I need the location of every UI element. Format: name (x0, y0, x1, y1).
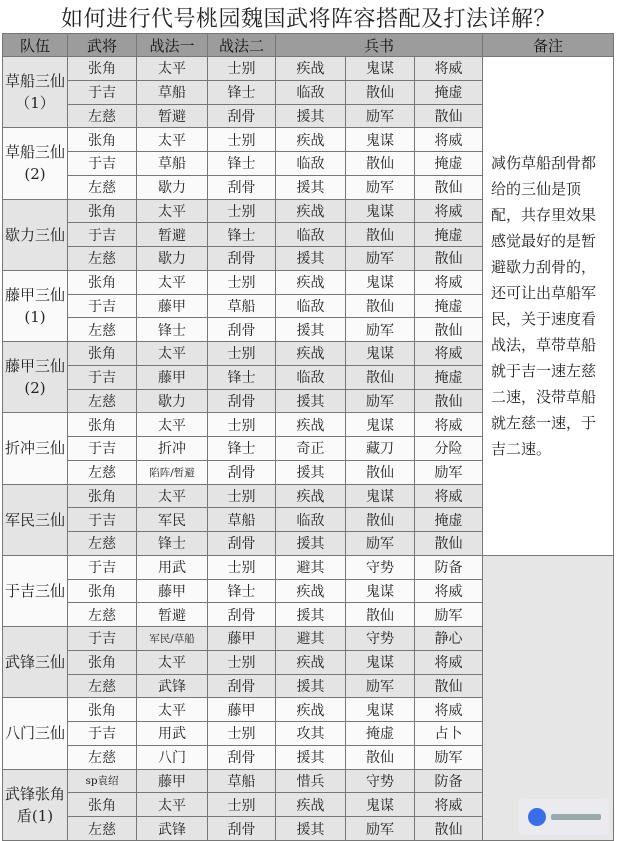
general-cell: 左慈 (68, 247, 137, 271)
book-2-cell: 散仙 (346, 152, 415, 176)
general-cell: 左慈 (68, 175, 137, 199)
notes-cell: 减伤草船刮骨都给的三仙是顶配，共存里效果感觉最好的是暂避歇力刮骨的，还可让出草船军民，关于速度看战法，草带草船就于吉一速左慈二速，没带草船就左慈一速，于吉二速。 (483, 57, 614, 556)
tactic-2-cell: 士别 (208, 793, 276, 817)
tactic-1-cell: 太平 (137, 793, 208, 817)
book-3-cell: 将威 (415, 650, 483, 674)
book-2-cell: 鬼谋 (346, 413, 415, 437)
book-1-cell: 疾战 (276, 270, 346, 294)
book-1-cell: 援其 (276, 460, 346, 484)
team-name-cell: 草船三仙(2) (3, 128, 68, 199)
tactic-1-cell: 太平 (137, 342, 208, 366)
book-1-cell: 援其 (276, 674, 346, 698)
team-name-cell: 武锋张角盾(1) (3, 769, 68, 841)
book-3-cell: 散仙 (415, 817, 483, 841)
book-2-cell: 守势 (346, 769, 415, 793)
notes-cell-empty (483, 555, 614, 840)
book-2-cell: 鬼谋 (346, 342, 415, 366)
general-cell: 张角 (68, 650, 137, 674)
book-2-cell: 散仙 (346, 294, 415, 318)
book-1-cell: 援其 (276, 247, 346, 271)
book-3-cell: 励军 (415, 460, 483, 484)
book-1-cell: 援其 (276, 745, 346, 769)
header-tactic-2: 战法二 (208, 34, 276, 57)
book-3-cell: 掩虚 (415, 152, 483, 176)
tactic-2-cell: 士别 (208, 650, 276, 674)
book-3-cell: 励军 (415, 603, 483, 627)
general-cell: 张角 (68, 57, 137, 81)
general-cell: 于吉 (68, 223, 137, 247)
book-3-cell: 防备 (415, 555, 483, 579)
book-3-cell: 散仙 (415, 532, 483, 556)
book-1-cell: 避其 (276, 555, 346, 579)
tactic-2-cell: 锋士 (208, 365, 276, 389)
book-2-cell: 励军 (346, 247, 415, 271)
book-1-cell: 临敌 (276, 80, 346, 104)
general-cell: 于吉 (68, 294, 137, 318)
book-2-cell: 鬼谋 (346, 698, 415, 722)
book-3-cell: 将威 (415, 484, 483, 508)
tactic-1-cell: 歇力 (137, 247, 208, 271)
book-2-cell: 散仙 (346, 508, 415, 532)
team-name-cell: 藤甲三仙(1) (3, 270, 68, 341)
tactic-1-cell: 太平 (137, 57, 208, 81)
book-2-cell: 散仙 (346, 745, 415, 769)
book-2-cell: 守势 (346, 627, 415, 651)
tactic-1-cell: 军民 (137, 508, 208, 532)
book-3-cell: 静心 (415, 627, 483, 651)
book-2-cell: 励军 (346, 674, 415, 698)
tactic-1-cell: 陷阵/暂避 (137, 460, 208, 484)
book-3-cell: 分险 (415, 437, 483, 461)
team-name-cell: 藤甲三仙(2) (3, 342, 68, 413)
book-1-cell: 临敌 (276, 365, 346, 389)
tactic-1-cell: 暂避 (137, 603, 208, 627)
tactic-1-cell: 太平 (137, 484, 208, 508)
book-2-cell: 散仙 (346, 80, 415, 104)
book-1-cell: 惜兵 (276, 769, 346, 793)
lineup-table (2, 33, 614, 841)
book-3-cell: 散仙 (415, 318, 483, 342)
book-2-cell: 励军 (346, 817, 415, 841)
tactic-1-cell: 藤甲 (137, 294, 208, 318)
tactic-1-cell: 藤甲 (137, 365, 208, 389)
team-name-cell: 军民三仙 (3, 484, 68, 555)
general-cell: 左慈 (68, 745, 137, 769)
book-3-cell: 散仙 (415, 175, 483, 199)
tactic-2-cell: 刮骨 (208, 745, 276, 769)
tactic-2-cell: 士别 (208, 722, 276, 746)
tactic-1-cell: 锋士 (137, 318, 208, 342)
book-3-cell: 占卜 (415, 722, 483, 746)
book-3-cell: 将威 (415, 793, 483, 817)
book-3-cell: 将威 (415, 57, 483, 81)
book-1-cell: 疾战 (276, 698, 346, 722)
general-cell: 于吉 (68, 365, 137, 389)
general-cell: 张角 (68, 793, 137, 817)
general-cell: 于吉 (68, 80, 137, 104)
tactic-2-cell: 士别 (208, 199, 276, 223)
general-cell: 于吉 (68, 722, 137, 746)
tactic-1-cell: 太平 (137, 650, 208, 674)
general-cell: 于吉 (68, 152, 137, 176)
tactic-2-cell: 锋士 (208, 579, 276, 603)
book-1-cell: 奇正 (276, 437, 346, 461)
book-2-cell: 散仙 (346, 460, 415, 484)
tactic-2-cell: 刮骨 (208, 318, 276, 342)
team-name-cell: 草船三仙（1） (3, 57, 68, 128)
general-cell: 左慈 (68, 460, 137, 484)
tactic-1-cell: 太平 (137, 698, 208, 722)
book-3-cell: 掩虚 (415, 223, 483, 247)
book-1-cell: 攻其 (276, 722, 346, 746)
book-3-cell: 将威 (415, 199, 483, 223)
table-row (3, 555, 614, 579)
book-2-cell: 鬼谋 (346, 793, 415, 817)
book-1-cell: 疾战 (276, 793, 346, 817)
header-row (3, 34, 614, 57)
team-name-cell: 折冲三仙 (3, 413, 68, 484)
book-1-cell: 疾战 (276, 413, 346, 437)
team-name-cell: 八门三仙 (3, 698, 68, 769)
book-2-cell: 励军 (346, 318, 415, 342)
book-1-cell: 临敌 (276, 508, 346, 532)
book-1-cell: 疾战 (276, 579, 346, 603)
book-1-cell: 疾战 (276, 484, 346, 508)
book-1-cell: 临敌 (276, 294, 346, 318)
team-name-cell: 歇力三仙 (3, 199, 68, 270)
tactic-1-cell: 用武 (137, 555, 208, 579)
tactic-1-cell: 武锋 (137, 817, 208, 841)
book-2-cell: 鬼谋 (346, 484, 415, 508)
tactic-2-cell: 士别 (208, 128, 276, 152)
book-3-cell: 散仙 (415, 247, 483, 271)
general-cell: 张角 (68, 698, 137, 722)
tactic-2-cell: 刮骨 (208, 460, 276, 484)
book-1-cell: 援其 (276, 532, 346, 556)
book-2-cell: 鬼谋 (346, 128, 415, 152)
book-3-cell: 将威 (415, 579, 483, 603)
general-cell: 张角 (68, 413, 137, 437)
tactic-1-cell: 歇力 (137, 389, 208, 413)
general-cell: 张角 (68, 342, 137, 366)
general-cell: 张角 (68, 484, 137, 508)
tactic-1-cell: 太平 (137, 413, 208, 437)
book-3-cell: 将威 (415, 698, 483, 722)
tactic-1-cell: 武锋 (137, 674, 208, 698)
tactic-2-cell: 刮骨 (208, 603, 276, 627)
book-1-cell: 疾战 (276, 128, 346, 152)
tactic-2-cell: 刮骨 (208, 674, 276, 698)
book-1-cell: 疾战 (276, 199, 346, 223)
tactic-2-cell: 士别 (208, 555, 276, 579)
book-1-cell: 疾战 (276, 342, 346, 366)
tactic-1-cell: 歇力 (137, 175, 208, 199)
general-cell: 左慈 (68, 532, 137, 556)
tactic-2-cell: 锋士 (208, 152, 276, 176)
book-2-cell: 励军 (346, 532, 415, 556)
book-3-cell: 散仙 (415, 389, 483, 413)
book-3-cell: 将威 (415, 342, 483, 366)
tactic-2-cell: 士别 (208, 57, 276, 81)
book-2-cell: 藏刀 (346, 437, 415, 461)
book-3-cell: 散仙 (415, 674, 483, 698)
tactic-2-cell: 刮骨 (208, 247, 276, 271)
tactic-2-cell: 草船 (208, 508, 276, 532)
header-books: 兵书 (276, 34, 483, 57)
tactic-1-cell: 草船 (137, 80, 208, 104)
general-cell: 左慈 (68, 603, 137, 627)
tactic-1-cell: 太平 (137, 270, 208, 294)
tactic-1-cell: 锋士 (137, 532, 208, 556)
tactic-2-cell: 刮骨 (208, 532, 276, 556)
book-1-cell: 临敌 (276, 152, 346, 176)
book-3-cell: 掩虚 (415, 365, 483, 389)
general-cell: 于吉 (68, 627, 137, 651)
general-cell: sp袁绍 (68, 769, 137, 793)
book-2-cell: 鬼谋 (346, 650, 415, 674)
book-1-cell: 临敌 (276, 223, 346, 247)
team-name-cell: 武锋三仙 (3, 627, 68, 698)
general-cell: 于吉 (68, 508, 137, 532)
book-3-cell: 励军 (415, 745, 483, 769)
tactic-2-cell: 草船 (208, 294, 276, 318)
book-2-cell: 散仙 (346, 365, 415, 389)
tactic-1-cell: 太平 (137, 128, 208, 152)
tactic-1-cell: 军民/草船 (137, 627, 208, 651)
page-title: 如何进行代号桃园魏国武将阵容搭配及打法详解？ (0, 0, 617, 40)
header-general: 武将 (68, 34, 137, 57)
general-cell: 张角 (68, 128, 137, 152)
tactic-2-cell: 刮骨 (208, 817, 276, 841)
header-team: 队伍 (3, 34, 68, 57)
tactic-2-cell: 草船 (208, 769, 276, 793)
tactic-1-cell: 暂避 (137, 104, 208, 128)
tactic-2-cell: 士别 (208, 413, 276, 437)
team-name-cell: 于吉三仙 (3, 555, 68, 626)
general-cell: 张角 (68, 270, 137, 294)
book-1-cell: 援其 (276, 389, 346, 413)
general-cell: 左慈 (68, 389, 137, 413)
tactic-1-cell: 八门 (137, 745, 208, 769)
book-1-cell: 疾战 (276, 57, 346, 81)
general-cell: 左慈 (68, 674, 137, 698)
general-cell: 张角 (68, 579, 137, 603)
general-cell: 于吉 (68, 555, 137, 579)
book-2-cell: 鬼谋 (346, 199, 415, 223)
tactic-2-cell: 士别 (208, 270, 276, 294)
general-cell: 于吉 (68, 437, 137, 461)
tactic-2-cell: 刮骨 (208, 104, 276, 128)
tactic-2-cell: 藤甲 (208, 698, 276, 722)
book-2-cell: 鬼谋 (346, 57, 415, 81)
book-3-cell: 防备 (415, 769, 483, 793)
book-2-cell: 励军 (346, 175, 415, 199)
book-2-cell: 掩虚 (346, 722, 415, 746)
book-1-cell: 援其 (276, 175, 346, 199)
book-1-cell: 援其 (276, 603, 346, 627)
book-1-cell: 疾战 (276, 650, 346, 674)
book-1-cell: 援其 (276, 104, 346, 128)
tactic-1-cell: 暂避 (137, 223, 208, 247)
general-cell: 左慈 (68, 318, 137, 342)
book-3-cell: 散仙 (415, 104, 483, 128)
general-cell: 左慈 (68, 817, 137, 841)
tactic-1-cell: 折冲 (137, 437, 208, 461)
book-3-cell: 掩虚 (415, 80, 483, 104)
book-3-cell: 将威 (415, 270, 483, 294)
book-3-cell: 将威 (415, 128, 483, 152)
tactic-2-cell: 锋士 (208, 80, 276, 104)
tactic-2-cell: 士别 (208, 484, 276, 508)
tactic-1-cell: 草船 (137, 152, 208, 176)
book-3-cell: 掩虚 (415, 294, 483, 318)
logo-text-bar (551, 814, 601, 820)
book-3-cell: 掩虚 (415, 508, 483, 532)
tactic-2-cell: 刮骨 (208, 389, 276, 413)
tactic-1-cell: 用武 (137, 722, 208, 746)
book-1-cell: 援其 (276, 318, 346, 342)
book-3-cell: 将威 (415, 413, 483, 437)
header-notes: 备注 (483, 34, 614, 57)
general-cell: 张角 (68, 199, 137, 223)
tactic-1-cell: 藤甲 (137, 769, 208, 793)
book-2-cell: 守势 (346, 555, 415, 579)
book-2-cell: 鬼谋 (346, 579, 415, 603)
watermark-logo (519, 799, 609, 835)
book-2-cell: 散仙 (346, 223, 415, 247)
tactic-2-cell: 刮骨 (208, 175, 276, 199)
book-2-cell: 励军 (346, 104, 415, 128)
book-1-cell: 援其 (276, 817, 346, 841)
book-1-cell: 避其 (276, 627, 346, 651)
tactic-2-cell: 士别 (208, 342, 276, 366)
tactic-1-cell: 太平 (137, 199, 208, 223)
table-row (3, 57, 614, 81)
header-tactic-1: 战法一 (137, 34, 208, 57)
general-cell: 左慈 (68, 104, 137, 128)
tactic-2-cell: 藤甲 (208, 627, 276, 651)
book-2-cell: 散仙 (346, 603, 415, 627)
tactic-1-cell: 藤甲 (137, 579, 208, 603)
tactic-2-cell: 锋士 (208, 223, 276, 247)
tactic-2-cell: 锋士 (208, 437, 276, 461)
logo-icon (528, 808, 546, 826)
book-2-cell: 鬼谋 (346, 270, 415, 294)
book-2-cell: 励军 (346, 389, 415, 413)
